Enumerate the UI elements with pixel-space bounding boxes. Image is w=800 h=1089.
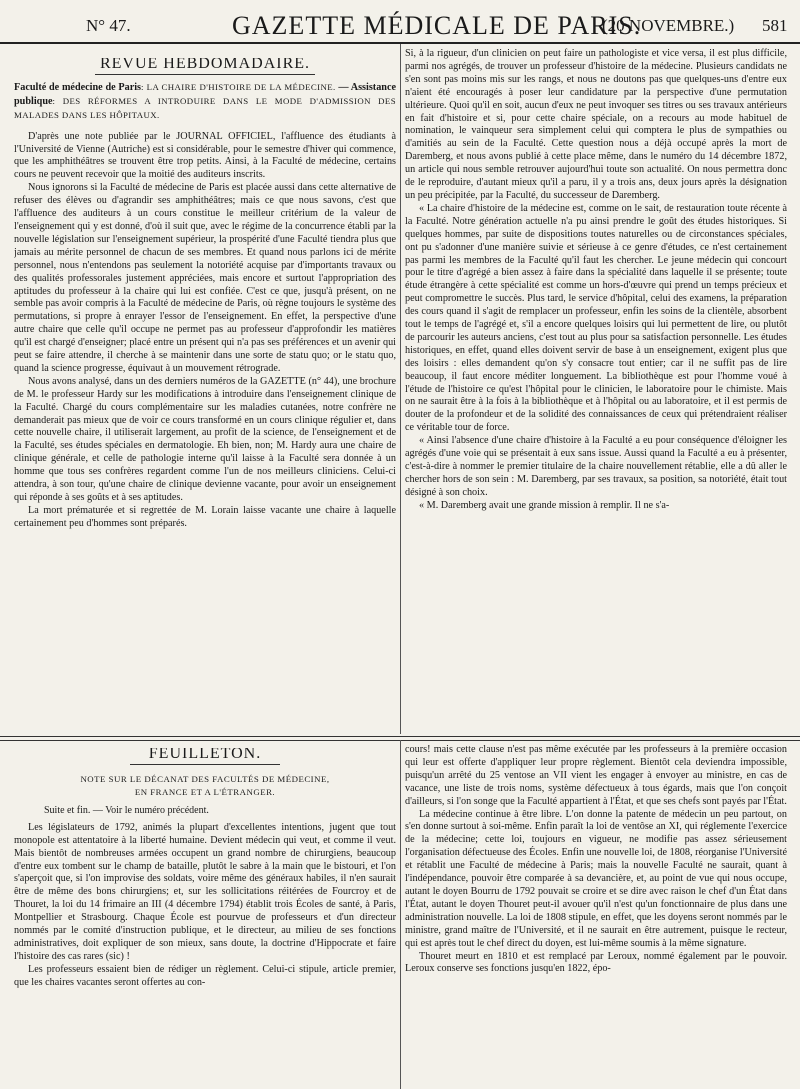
page-number: 581 (762, 16, 788, 35)
feuilleton-subtitle-line-2: EN FRANCE ET A L'ÉTRANGER. (134, 786, 276, 797)
feuilleton-paragraph: La médecine continue à être libre. L'on donne la patente de médecin un peu partout, on s'en donne surtout à soi-même. Enfin paraît la loi de ventôse an XI, qui réglemente l'exercice de la médecine; cette loi, toujours en vigueur, ne modifie pas assez sérieusement l'organisation défectueuse des Écoles. Enfin une nouvelle loi, de 1808, réorganise l'Université et rétablit une Faculté de médecine à Paris; mais la nouvelle Faculté ne saurait, quant à l'indépendance, pouvoir être comparée à sa devancière, et, au point de vue qui nous occupe, autant le doyen Bourru de 1792 pouvait se croire et se dire avec raison le chef d'un État dans l'État, autant le doyen Thouret peut-il avouer qu'il n'est qu'un fonctionnaire de plus dans une administration nouvelle. La loi de 1808 stipule, en effet, que les doyens seront nommés par le ministre, grand maître de l'Université, et il ne saurait en être autrement, puisque le recteur, qui est après tout le chef direct du doyen, est lui-même soumis à la même signature. (405, 808, 787, 949)
feuilleton-subtitle (14, 773, 396, 799)
revue-column-continued (405, 48, 787, 734)
masthead (0, 0, 800, 44)
feuilleton-paragraph: Les législateurs de 1792, animés la plupart d'excellentes intentions, jugent que tout monopole est attentatoire à la liberté humaine. Devient médecin qui veut, et comme il veut. Mais bientôt de nombreuses armées occupent un grand nombre de chirurgiens, beaucoup d'entre eux tombent sur le champ de bataille, plutôt le sabre à la main que le bistouri, et l'on s'aperçoit que, si l'on improvise des soldats, voire même des généraux habiles, il n'en saurait être de même des bons chirurgiens; et, sur les sollicitations réitérées de Fourcroy et de Thouret, la loi du 14 frimaire an III (4 décembre 1794) établit trois Écoles de santé, à Paris, Montpellier et Strasbourg. Chaque École est pourvue de professeurs et d'un directeur nommés par le comité d'instruction publique, et le directeur, au milieu de ses fonctions administratives, doit expliquer de son mieux, sans doute, la doctrine d'Hippocrate et faire l'histoire des cas rares (sic) ! (14, 821, 396, 962)
article-quote-paragraph: « La chaire d'histoire de la médecine est, comme on le sait, de restauration toute récente à la Faculté. Notre génération actuelle n'a pu ainsi prendre le goût des études historiques. Si quelques hommes, par suite de dispositions toutes naturelles ou de circonstances spéciales, ont pu s'adonner d'une manière suivie et sérieuse à ce genre d'études, ce n'est certainement pas parmi les membres de la Faculté qu'il faut les chercher. Le jeune médecin qui concourt pour le titre d'agrégé a bien assez à faire dans la spécialité dans laquelle il se présente; toute étude étrangère à cette spécialité est comme un hors-d'œuvre qui prend un temps précieux et peut compromettre le succès. Plus tard, le service d'hôpital, celui des examens, la préparation des cours quand il s'agit de remplacer un professeur, enfin les soins de la clientèle, absorbent tout le temps de l'agrégé et, s'il a encore quelques loisirs qui lui permettent de lire, ou plutôt de parcourir les auteurs anciens, c'est tout au plus pour sa satisfaction personnelle. Les études historiques, en effet, quand elles doivent servir de base à un enseignement, exigent plus que des loisirs : elles demandent qu'on s'y consacre tout entier; car il ne suffit pas de lire beaucoup, il faut encore méditer longuement. La bibliothèque est pour l'homme voué à l'étude de l'histoire ce qu'est l'hôpital pour le clinicien, le laboratoire pour le chimiste. Mais on ne saurait être à la fois à la bibliothèque et à l'hôpital ou au laboratoire, et il est permis de douter de la profondeur et de la solidité des connaissances de ceux qui prétendraient réaliser ce véritable tour de force. (405, 202, 787, 434)
feuilleton-subtitle-line-1: NOTE SUR LE DÉCANAT DES FACULTÉS DE MÉDECINE, (80, 773, 330, 784)
feuilleton-heading: FEUILLETON. (130, 748, 280, 765)
issue-date: (20 NOVEMBRE.) (602, 16, 735, 35)
feuilleton-column (14, 748, 396, 1088)
revue-subhead (14, 81, 396, 123)
subhead-text-1: : LA CHAIRE D'HISTOIRE DE LA MÉDECINE. (141, 81, 336, 92)
article-paragraph: Si, à la rigueur, d'un clinicien on peut faire un pathologiste et vice versa, il est plus difficile, parmi nos agrégés, de trouver un professeur d'histoire de la médecine. Plusieurs candidats ne s'en sont pas moins mis sur les rangs, et nous ne doutons pas que quelques-uns d'entre eux n'aient été encouragés à poser leur candidature par la perspective d'une permutation ultérieure. Quoi qu'il en soit, aucun d'eux ne peut invoquer ses titres ou ses travaux antérieurs en fait d'histoire et si, pour cette chaire spéciale, on a recours au mode habituel de nomination, le vainqueur sera simplement celui qui comptera le plus de sympathies ou d'amitiés au sein de la Faculté. Cette question nous a déjà occupé après la mort de Daremberg, et nous avons publié à cette place même, dans le numéro du 14 décembre 1872, un article qui nous semble retrouver aujourd'hui toute son actualité. On nous permettra donc de le reproduire, d'autant mieux qu'il a paru, il y a trois ans, deux jours après la désignation un peu précipitée, par la Faculté, du successeur de Daremberg. (405, 48, 787, 201)
revue-heading: REVUE HEBDOMADAIRE. (95, 58, 315, 75)
subhead-title-1: Faculté de médecine de Paris (14, 81, 142, 93)
issue-number: N° 47. (86, 16, 131, 35)
feuilleton-column-continued (405, 744, 787, 1088)
revue-column (14, 58, 396, 734)
feuilleton-paragraph: Thouret meurt en 1810 et est remplacé par Leroux, nommé également par le pouvoir. Leroux conserve ses fonctions jusqu'en 1822, épo- (405, 950, 787, 975)
revue-paragraph: La mort prématurée et si regrettée de M. Lorain laisse vacante une chaire à laquelle certainement peu d'hommes sont préparés. (14, 504, 396, 529)
continuation-note: Suite et fin. — Voir le numéro précédent. (44, 804, 209, 816)
publication-title: GAZETTE MÉDICALE DE PARIS. (232, 11, 642, 40)
article-quote-paragraph: « Ainsi l'absence d'une chaire d'histoire à la Faculté a eu pour conséquence d'éloigner les agrégés d'une voie qui se présentait à eux sans issue. Aussi quand la Faculté a eu à présenter, c'est-à-dire à nommer le premier titulaire de la chaire nouvellement rétablie, elle a dû aller le chercher hors de son sein : M. Daremberg, par ses travaux, sa position, sa notoriété, était tout désigné à son choix. (405, 435, 787, 498)
article-quote-paragraph: « M. Daremberg avait une grande mission à remplir. Il ne s'a- (419, 499, 670, 511)
column-divider (400, 740, 401, 1089)
column-divider (400, 44, 401, 734)
revue-paragraph: D'après une note publiée par le JOURNAL OFFICIEL, l'affluence des étudiants à l'Université de Vienne (Autriche) est si considérable, pour le semestre d'hiver qui commence, que les amphithéâtres se trouvent être trop petits. Ainsi, à la Faculté de médecine, certains cours ne peuvent recevoir que la moitié des auditeurs inscrits. (14, 130, 396, 181)
feuilleton-paragraph: cours! mais cette clause n'est pas même exécutée par les professeurs à la première occasion qui leur est offerte d'appliquer leur propre règlement. Bientôt cela deviendra impossible, puisqu'un arrêté du 25 ventose an VII vient les engager à envoyer au ministre, en cas de vacance, une liste de trois noms, système défectueux à tous égards, mais que l'on conçoit d'ailleurs, si l'on songe que la Faculté appartient à l'État, et que ses chefs sont payés par l'État. (405, 744, 787, 807)
subhead-title-2: — Assistance publique (14, 81, 396, 107)
feuilleton-paragraph: Les professeurs essaient bien de rédiger un règlement. Celui-ci stipule, article premier, que les chaires vacantes seront offertes au con- (14, 963, 396, 988)
subhead-text-2: : DES RÉFORMES A INTRODUIRE DANS LE MODE D'ADMISSION DES MALADES DANS LES HÔPITAUX. (14, 95, 396, 120)
revue-paragraph: Nous avons analysé, dans un des derniers numéros de la GAZETTE (n° 44), une brochure de M. le professeur Hardy sur les modifications à introduire dans l'enseignement clinique de la Faculté. Chargé du cours complémentaire sur les maladies cutanées, notre confrère ne demanderait pas mieux que de voir ce cours transformé en un cours clinique régulier et, dans cette nouvelle chaire, il utiliserait largement, au profit de la science, de l'enseignement et de la Faculté, ses études spéciales en dermatologie. Eh bien, non; M. Hardy aura une chaire de clinique générale, et celle de pathologie interne qu'il laisse à la Faculté sera donnée à un homme que tous ses confrères regardent comme l'un de nos meilleurs cliniciens. Celui-ci attendra, à son tour, qu'une chaire de clinique devienne vacante, pour avoir un enseignement qui réponde à ses goûts et à ses aptitudes. (14, 375, 396, 503)
revue-paragraph: Nous ignorons si la Faculté de médecine de Paris est placée aussi dans cette alternative de refuser des élèves ou d'agrandir ses amphithéâtres; mais ce que nous savons, c'est que l'affluence des auditeurs à un cours constitue le meilleur critérium de la valeur de l'enseignement qui y est donné, d'où il suit que, avec le régime de la concurrence établi par la nouvelle législation sur l'enseignement supérieur, la prospérité d'une Faculté tiendra plus que jamais au mérite personnel de chacun de ses membres. Et quand nous parlons ici de mérite personnel, nous n'entendons pas seulement la notoriété acquise par d'importants travaux ou des qualités professorales justement appréciées, mais encore et surtout l'appropriation des aptitudes du professeur à la chaire qui lui est confiée. C'est ce que, jusqu'à présent, on ne semble pas avoir compris à la Faculté de médecine de Paris, où règne toujours le système des permutations, si propre à enrayer l'essor de l'enseignement. En effet, la perspective d'une autre chaire que celle qu'il occupe ne permet pas au professeur d'approfondir les matières qu'il est chargé d'enseigner; placé entre un présent qui n'a pas ses préférences et un avenir qui peut se faire attendre, il cherche à se maintenir dans une sorte de statu quo; or le statu quo, quand la science progresse, équivaut à un mouvement rétrograde. (14, 182, 396, 374)
